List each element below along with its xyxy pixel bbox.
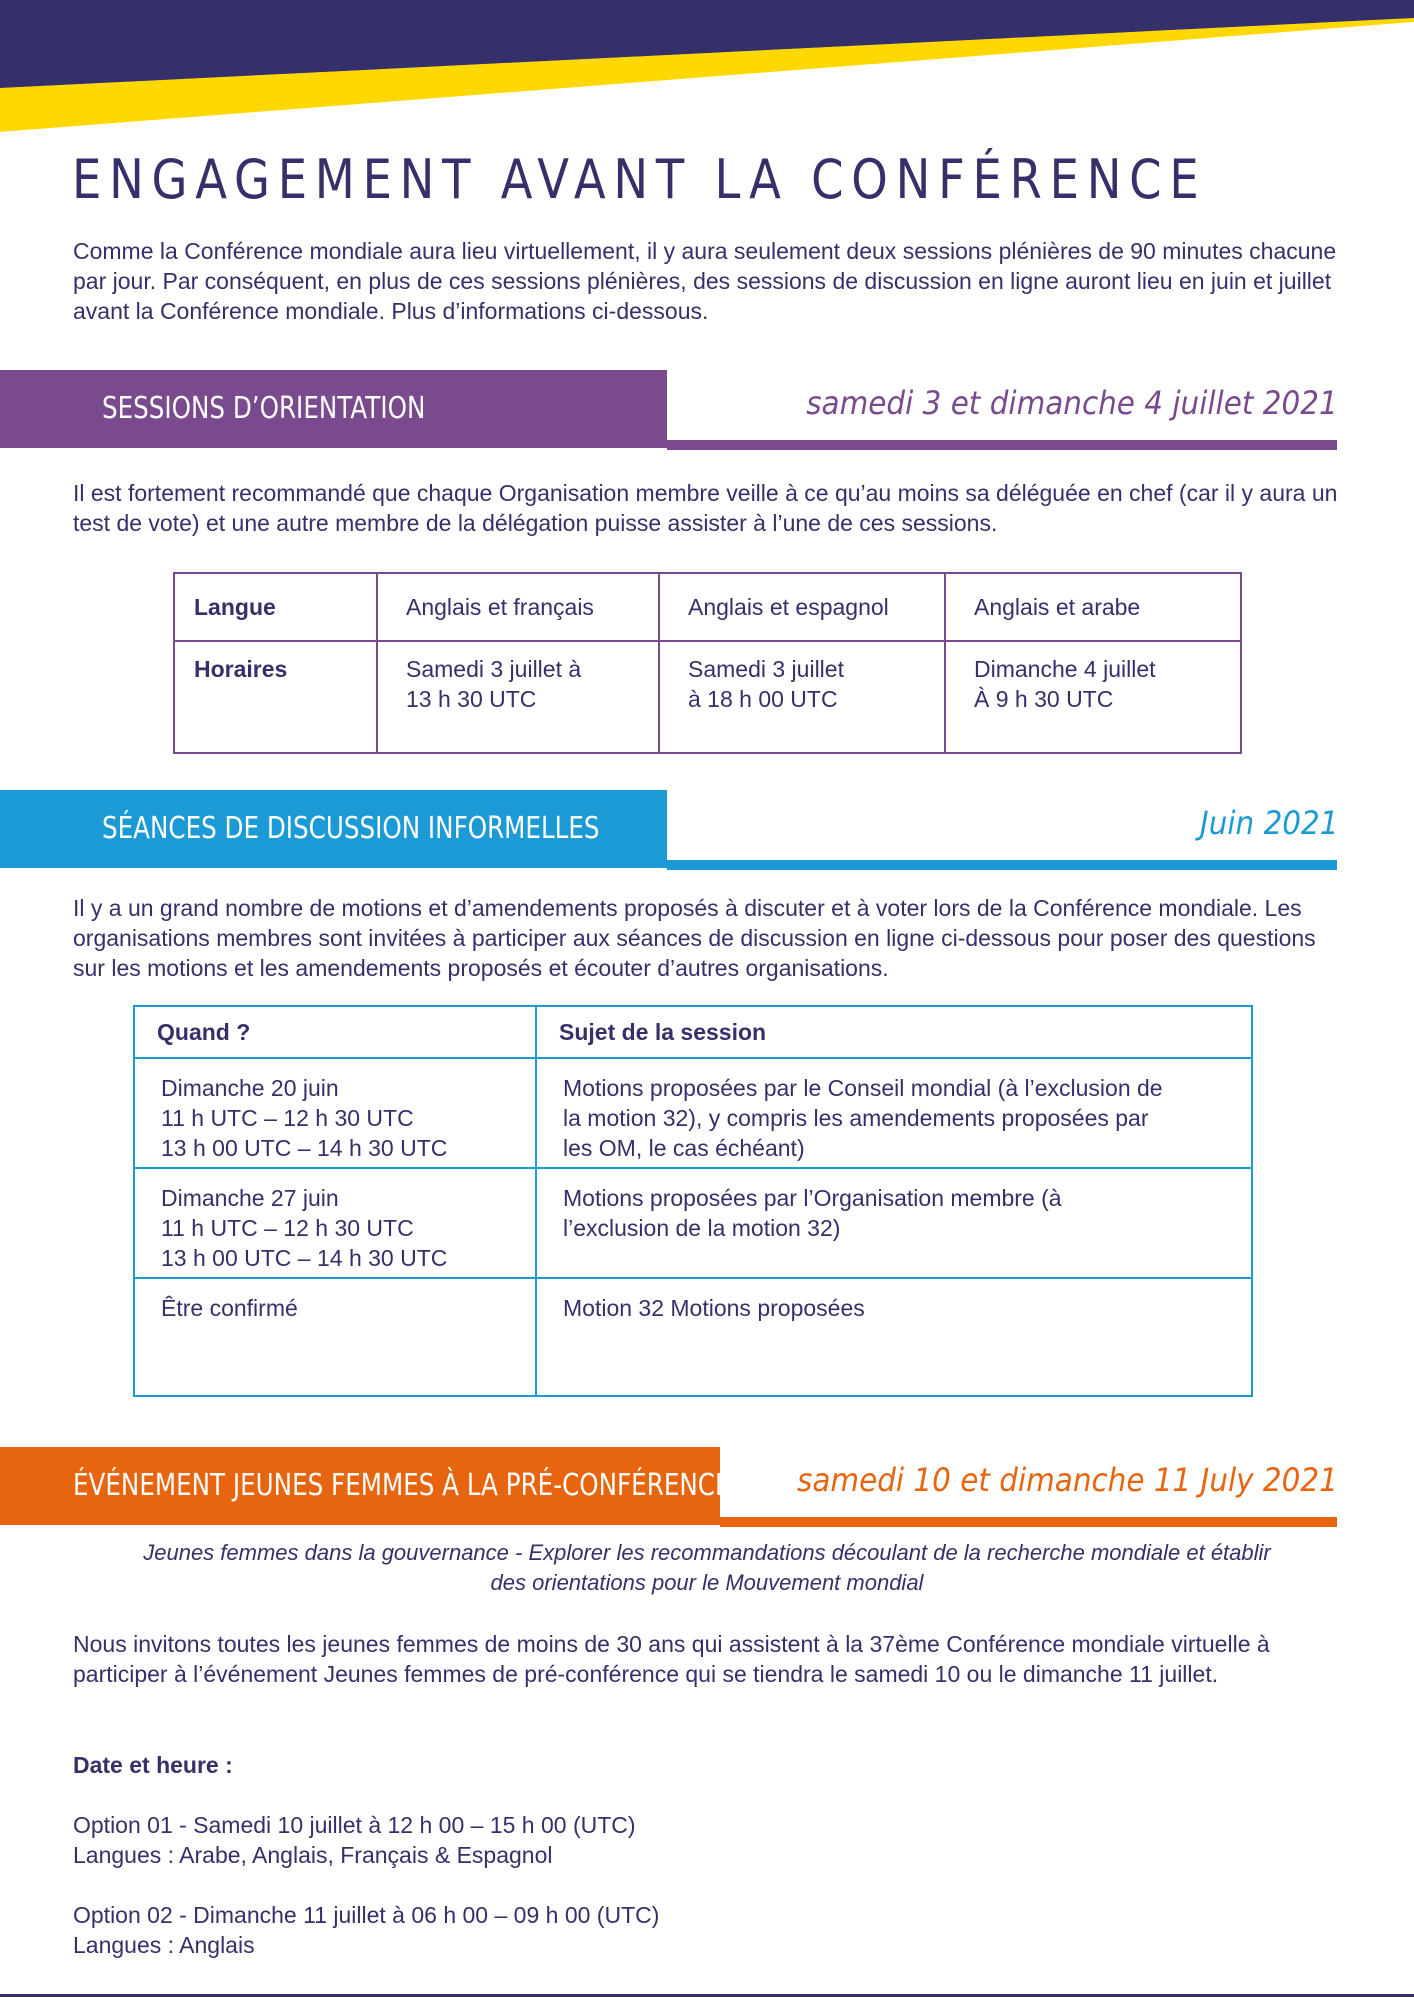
time-cell: [377, 641, 659, 753]
young-women-section-title: ÉVÉNEMENT JEUNES FEMMES À LA PRÉ-CONFÉRENCE: [73, 1468, 731, 1503]
event-subtitle-line-2: des orientations pour le Mouvement mondial: [490, 1570, 924, 1595]
when-line: 11 h UTC – 12 h 30 UTC: [161, 1105, 414, 1131]
row-label-times: Horaires: [174, 641, 377, 753]
subject-line: Motion 32 Motions proposées: [563, 1295, 865, 1321]
time-line: 13 h 30 UTC: [406, 686, 537, 712]
footer-rule: [0, 1994, 1414, 1997]
option-2: Option 02 - Dimanche 11 juillet à 06 h 00 – 09 h 00 (UTC): [73, 1902, 660, 1928]
when-cell: [134, 1168, 536, 1278]
column-header-when: Quand ?: [134, 1006, 536, 1058]
when-line: 13 h 00 UTC – 14 h 30 UTC: [161, 1245, 448, 1271]
date-heading: Date et heure :: [73, 1752, 233, 1778]
row-label-language: Langue: [174, 573, 377, 641]
subject-line: Motions proposées par l’Organisation membre (à: [563, 1185, 1062, 1211]
intro-paragraph: Comme la Conférence mondiale aura lieu virtuellement, il y aura seulement deux sessions plénières de 90 minutes chacune par jour. Par conséquent, en plus de ces sessions plénières, des sessions de discussion en ligne auront lieu en juin et juillet avant la Conférence mondiale. Plus d’informations ci-dessous.: [73, 238, 1337, 324]
when-line: Dimanche 27 juin: [161, 1185, 339, 1211]
language-cell: Anglais et français: [377, 573, 659, 641]
column-header-subject: Sujet de la session: [536, 1006, 1252, 1058]
subject-cell: [536, 1058, 1252, 1168]
time-line: Samedi 3 juillet à: [406, 656, 582, 682]
subject-line: l’exclusion de la motion 32): [563, 1215, 841, 1241]
time-line: Dimanche 4 juillet: [974, 656, 1156, 682]
option-1-languages: Langues : Arabe, Anglais, Français & Espagnol: [73, 1842, 553, 1868]
time-line: Samedi 3 juillet: [688, 656, 844, 682]
language-cell: Anglais et arabe: [945, 573, 1241, 641]
option-2-languages: Langues : Anglais: [73, 1932, 255, 1958]
header-banner: [0, 0, 1414, 140]
time-line: à 18 h 00 UTC: [688, 686, 838, 712]
young-women-section-rule: [720, 1517, 1337, 1527]
subject-line: Motions proposées par le Conseil mondial (à l’exclusion de: [563, 1075, 1163, 1101]
time-cell: [945, 641, 1241, 753]
time-cell: [659, 641, 945, 753]
young-women-paragraph: Nous invitons toutes les jeunes femmes de moins de 30 ans qui assistent à la 37ème Conférence mondiale virtuelle à participer à l’événement Jeunes femmes de pré-conférence qui se tiendra le samedi 10 ou le dimanche 11 juillet.: [73, 1631, 1270, 1687]
when-line: Dimanche 20 juin: [161, 1075, 339, 1101]
subject-line: la motion 32), y compris les amendements proposées par: [563, 1105, 1149, 1131]
page-title: ENGAGEMENT AVANT LA CONFÉRENCE: [72, 148, 1207, 211]
when-line: 13 h 00 UTC – 14 h 30 UTC: [161, 1135, 448, 1161]
when-line: 11 h UTC – 12 h 30 UTC: [161, 1215, 414, 1241]
when-cell: [134, 1058, 536, 1168]
table-row: [134, 1278, 1252, 1396]
option-1: Option 01 - Samedi 10 juillet à 12 h 00 – 15 h 00 (UTC): [73, 1812, 636, 1838]
subject-cell: [536, 1168, 1252, 1278]
subject-line: les OM, le cas échéant): [563, 1135, 805, 1161]
orientation-section-date: samedi 3 et dimanche 4 juillet 2021: [806, 384, 1338, 422]
subject-cell: [536, 1278, 1252, 1396]
discussion-section-title: SÉANCES DE DISCUSSION INFORMELLES: [102, 811, 600, 846]
discussion-section-rule: [667, 860, 1337, 870]
time-line: À 9 h 30 UTC: [974, 686, 1114, 712]
when-line: Être confirmé: [161, 1295, 298, 1321]
discussion-table: [133, 1005, 1253, 1397]
table-header-row: [134, 1006, 1252, 1058]
orientation-table: [173, 572, 1242, 754]
orientation-section-title: SESSIONS D’ORIENTATION: [102, 391, 426, 426]
table-row: [134, 1058, 1252, 1168]
discussion-paragraph: Il y a un grand nombre de motions et d’amendements proposés à discuter et à voter lors de la Conférence mondiale. Les organisations membres sont invitées à participer aux séances de discussion en ligne ci-dessous pour poser des questions sur les motions et les amendements proposés et écouter d’autres organisations.: [73, 895, 1316, 981]
event-subtitle-line-1: Jeunes femmes dans la gouvernance - Explorer les recommandations découlant de la recherche mondiale et établir: [143, 1540, 1271, 1565]
table-row-times: [174, 641, 1241, 753]
orientation-section-rule: [667, 440, 1337, 450]
when-cell: [134, 1278, 536, 1396]
orientation-paragraph: Il est fortement recommandé que chaque Organisation membre veille à ce qu’au moins sa déléguée en chef (car il y aura un test de vote) et une autre membre de la délégation puisse assister à l’une de ces sessions.: [73, 480, 1338, 536]
table-row-language: [174, 573, 1241, 641]
discussion-section-date: Juin 2021: [1199, 804, 1338, 842]
language-cell: Anglais et espagnol: [659, 573, 945, 641]
young-women-section-date: samedi 10 et dimanche 11 July 2021: [797, 1461, 1338, 1499]
table-row: [134, 1168, 1252, 1278]
